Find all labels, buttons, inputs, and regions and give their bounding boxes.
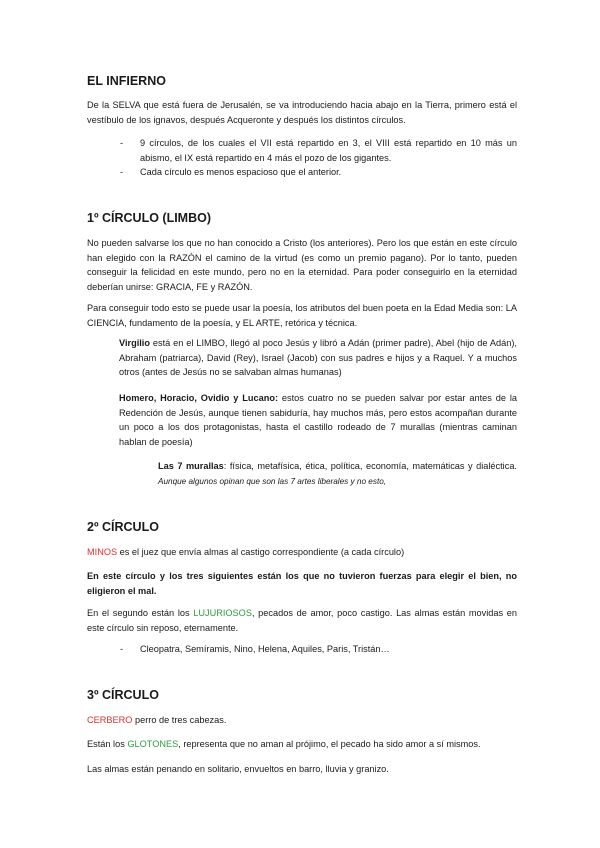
paragraph-homero — [119, 391, 517, 449]
bullet-text: Cleopatra, Semíramis, Nino, Helena, Aquiles, Paris, Tristán… — [140, 644, 390, 654]
minos-name: MINOS — [87, 547, 118, 557]
lujuriosos-name: LUJURIOSOS — [193, 608, 252, 618]
murallas-italic-note: Aunque algunos opinan que son las 7 artes liberales y no esto, — [158, 476, 387, 486]
paragraph-lujuriosos — [87, 606, 517, 635]
paragraph-almas: Las almas están penando en solitario, envueltos en barro, lluvia y granizo. — [87, 764, 389, 774]
virgilio-label: Virgilio — [119, 338, 150, 348]
heading-infierno: EL INFIERNO — [87, 74, 166, 88]
heading-circulo-2: 2º CÍRCULO — [87, 520, 159, 534]
paragraph-limbo-2: Para conseguir todo esto se puede usar la poesía, los atributos del buen poeta en la Edad Media son: LA CIENCIA, fundamento de la poesía, y EL ARTE, retórica y técnica. — [87, 303, 517, 328]
bullet-text: Cada círculo es menos espacioso que el anterior. — [140, 167, 342, 177]
paragraph-infierno-intro: De la SELVA que está fuera de Jerusalén, se va introduciendo hacia abajo en la Tierra, primero está el vestíbulo de los ignavos, después Acqueronte y después los distintos círculos. — [87, 100, 517, 125]
paragraph-virgilio — [119, 336, 517, 380]
paragraph-bold-circulo2: En este círculo y los tres siguientes están los que no tuvieron fuerzas para elegir el bien, no eligieron el mal. — [87, 571, 517, 596]
bullet-text: 9 círculos, de los cuales el VII está repartido en 3, el VIII está repartido en 10 más un abismo, el IX está repartido en 4 más el pozo de los gigantes. — [140, 138, 517, 163]
paragraph-murallas — [158, 459, 517, 489]
glotones-post: , representa que no aman al prójimo, el pecado ha sido amor a sí mismos. — [178, 739, 481, 749]
paragraph-limbo-1: No pueden salvarse los que no han conocido a Cristo (los anteriores). Pero los que están en este círculo han elegido con la RAZÓN el camino de la virtud (es como un premio pagano). Por lo tanto, pueden conseguir la felicidad en este mundo, pero no en la eternidad. Para poder conseguirlo en la eternidad deberían unirse: GRACIA, FE y RAZÓN. — [87, 238, 517, 292]
paragraph-minos — [87, 545, 517, 560]
bullet-dash: - — [120, 644, 124, 654]
bullet-dash: - — [120, 138, 124, 148]
bullet-dash: - — [120, 167, 124, 177]
heading-circulo-3: 3º CÍRCULO — [87, 688, 159, 702]
murallas-text: : física, metafísica, ética, política, economía, matemáticas y dialéctica. — [223, 461, 517, 471]
homero-label: Homero, Horacio, Ovidio y Lucano: — [119, 393, 279, 403]
cerbero-text: perro de tres cabezas. — [132, 715, 227, 725]
murallas-label: Las 7 murallas — [158, 461, 224, 471]
cerbero-name: CERBERO — [87, 715, 133, 725]
glotones-name: GLOTONES — [127, 739, 179, 749]
heading-circulo-1: 1º CÍRCULO (LIMBO) — [87, 211, 211, 225]
glotones-pre: Están los — [87, 739, 128, 749]
homero-text: estos cuatro no se pueden salvar por estar antes de la Redención de Jesús, aunque tienen sabiduría, hay muchos más, pero estos acompañan durante un poco a los dos protagonistas, hasta el castillo rodeado de 7 murallas (mientras caminan hablan de poesía) — [119, 393, 517, 447]
paragraph-cerbero — [87, 713, 517, 728]
lujuriosos-pre: En el segundo están los — [87, 608, 194, 618]
paragraph-glotones — [87, 737, 517, 752]
minos-text: es el juez que envía almas al castigo correspondiente (a cada círculo) — [117, 547, 405, 557]
virgilio-text: está en el LIMBO, llegó al poco Jesús y libró a Adán (primer padre), Abel (hijo de Adán), Abraham (patriarca), David (Rey), Israel (Jacob) con sus padres e hijos y a Raquel. Y a muchos otros (antes de Jesús no se salvaban almas humanas) — [119, 338, 517, 377]
lujuriosos-post: , pecados de amor, poco castigo. Las almas están movidas en este círculo sin reposo, eternamente. — [87, 608, 517, 633]
